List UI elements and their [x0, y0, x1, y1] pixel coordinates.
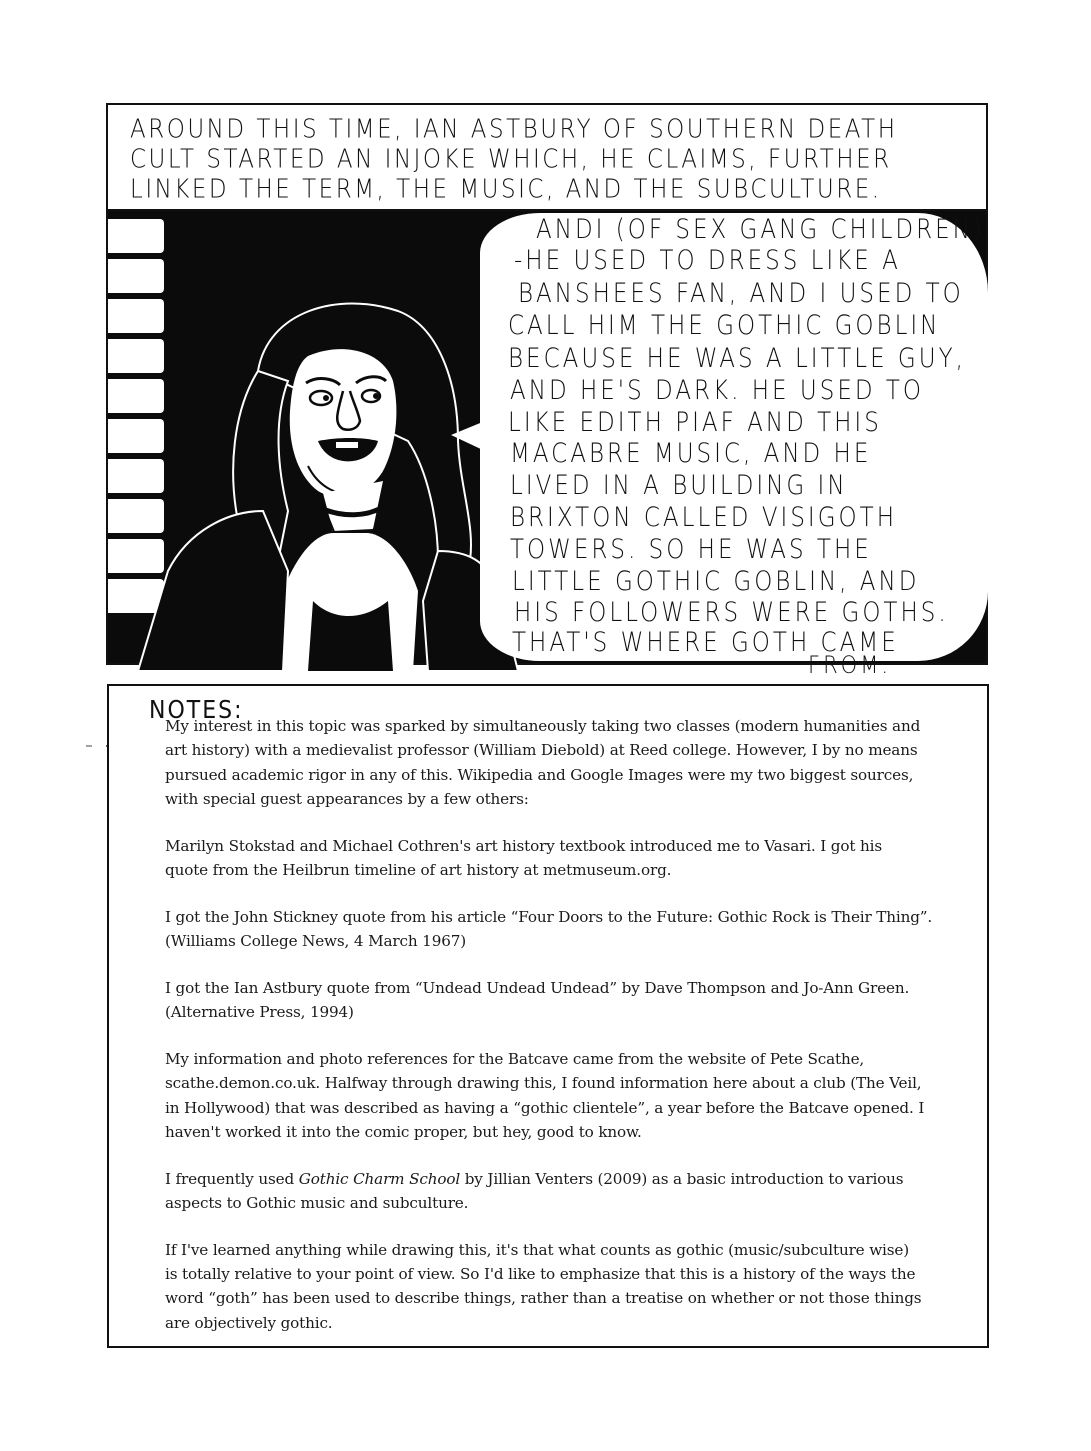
notes-box: [107, 684, 989, 1348]
text-line: haven't worked it into the comic proper, but hey, good to know.: [165, 1122, 642, 1141]
caption-line: AROUND THIS TIME, IAN ASTBURY OF SOUTHERN DEATH: [130, 115, 898, 145]
notes-title: NOTES:: [149, 696, 244, 725]
text-line: aspects to Gothic music and subculture.: [165, 1193, 469, 1212]
notes-paragraph: [165, 834, 965, 883]
text-line: I got the Ian Astbury quote from “Undead Undead Undead” by Dave Thompson and Jo-Ann Green.: [165, 978, 910, 997]
text-line: scathe.demon.co.uk. Halfway through drawing this, I found information here about a club (The Veil,: [165, 1074, 922, 1093]
caption-line: LINKED THE TERM, THE MUSIC, AND THE SUBCULTURE.: [130, 175, 882, 205]
comic-art: [108, 211, 986, 679]
speech-line: LIVED IN A BUILDING IN: [510, 471, 848, 501]
notes-paragraph: [165, 1167, 965, 1216]
text-line: art history) with a medievalist professor (William Diebold) at Reed college. However, I by no means: [165, 741, 918, 760]
comic-panel: [106, 103, 988, 679]
text-line: Marilyn Stokstad and Michael Cothren's art history textbook introduced me to Vasari. I got his: [165, 836, 882, 855]
text-line: (Williams College News, 4 March 1967): [165, 932, 467, 951]
speech-line: ANDI (OF SEX GANG CHILDREN): [536, 215, 985, 245]
caption-line: CULT STARTED AN INJOKE WHICH, HE CLAIMS, FURTHER: [130, 145, 892, 175]
text-line: I got the John Stickney quote from his article “Four Doors to the Future: Gothic Rock is Their Thing”.: [165, 907, 933, 926]
text-line: is totally relative to your point of view. So I'd like to emphasize that this is a history of the ways the: [165, 1265, 916, 1284]
text-line: If I've learned anything while drawing this, it's that what counts as gothic (music/subculture wise): [165, 1240, 910, 1259]
notes-paragraph: [165, 905, 965, 954]
speaker-portrait: [138, 271, 518, 671]
text-line: My interest in this topic was sparked by simultaneously taking two classes (modern humanities and: [165, 717, 921, 735]
text-line: (Alternative Press, 1994): [165, 1003, 354, 1022]
text-fragment: by Jillian Venters (2009) as a basic introduction to various: [460, 1169, 904, 1188]
speech-line: THAT'S WHERE GOTH CAME: [512, 628, 899, 658]
text-fragment: I frequently used: [165, 1169, 299, 1188]
speech-bubble: [480, 213, 988, 679]
notes-paragraph: [165, 714, 965, 811]
text-line: pursued academic rigor in any of this. Wikipedia and Google Images were my two biggest sources,: [165, 765, 914, 784]
speech-line: TOWERS. SO HE WAS THE: [510, 535, 872, 565]
notes-paragraph: [165, 1238, 965, 1335]
speech-line: -HE USED TO DRESS LIKE A: [514, 246, 901, 276]
text-line: in Hollywood) that was described as having a “gothic clientele”, a year before the Batcave opened. I: [165, 1098, 925, 1117]
speech-line: BRIXTON CALLED VISIGOTH: [510, 503, 897, 533]
book-title: Gothic Charm School: [298, 1169, 461, 1188]
speech-line: BANSHEES FAN, AND I USED TO: [518, 279, 964, 309]
text-line: are objectively gothic.: [165, 1313, 333, 1332]
text-line: quote from the Heilbrun timeline of art history at metmuseum.org.: [165, 860, 672, 879]
notes-paragraph: [165, 976, 965, 1025]
notes-paragraph: [165, 1047, 965, 1144]
speech-line: MACABRE MUSIC, AND HE: [510, 439, 872, 469]
text-line: word “goth” has been used to describe things, rather than a treatise on whether or not those things: [165, 1289, 922, 1308]
text-line: My information and photo references for the Batcave came from the website of Pete Scathe,: [165, 1049, 865, 1068]
text-line: with special guest appearances by a few others:: [165, 789, 529, 808]
speech-line: CALL HIM THE GOTHIC GOBLIN: [508, 311, 941, 341]
notes-body: [165, 714, 965, 1357]
speech-line: LIKE EDITH PIAF AND THIS: [508, 408, 882, 438]
speech-line: AND HE'S DARK. HE USED TO: [510, 376, 925, 406]
speech-line: LITTLE GOTHIC GOBLIN, AND: [512, 567, 920, 597]
speech-line: BECAUSE HE WAS A LITTLE GUY,: [508, 344, 966, 374]
speech-line: FROM.: [808, 651, 891, 679]
speech-line: HIS FOLLOWERS WERE GOTHS.: [514, 598, 949, 628]
caption-box: [108, 105, 986, 211]
